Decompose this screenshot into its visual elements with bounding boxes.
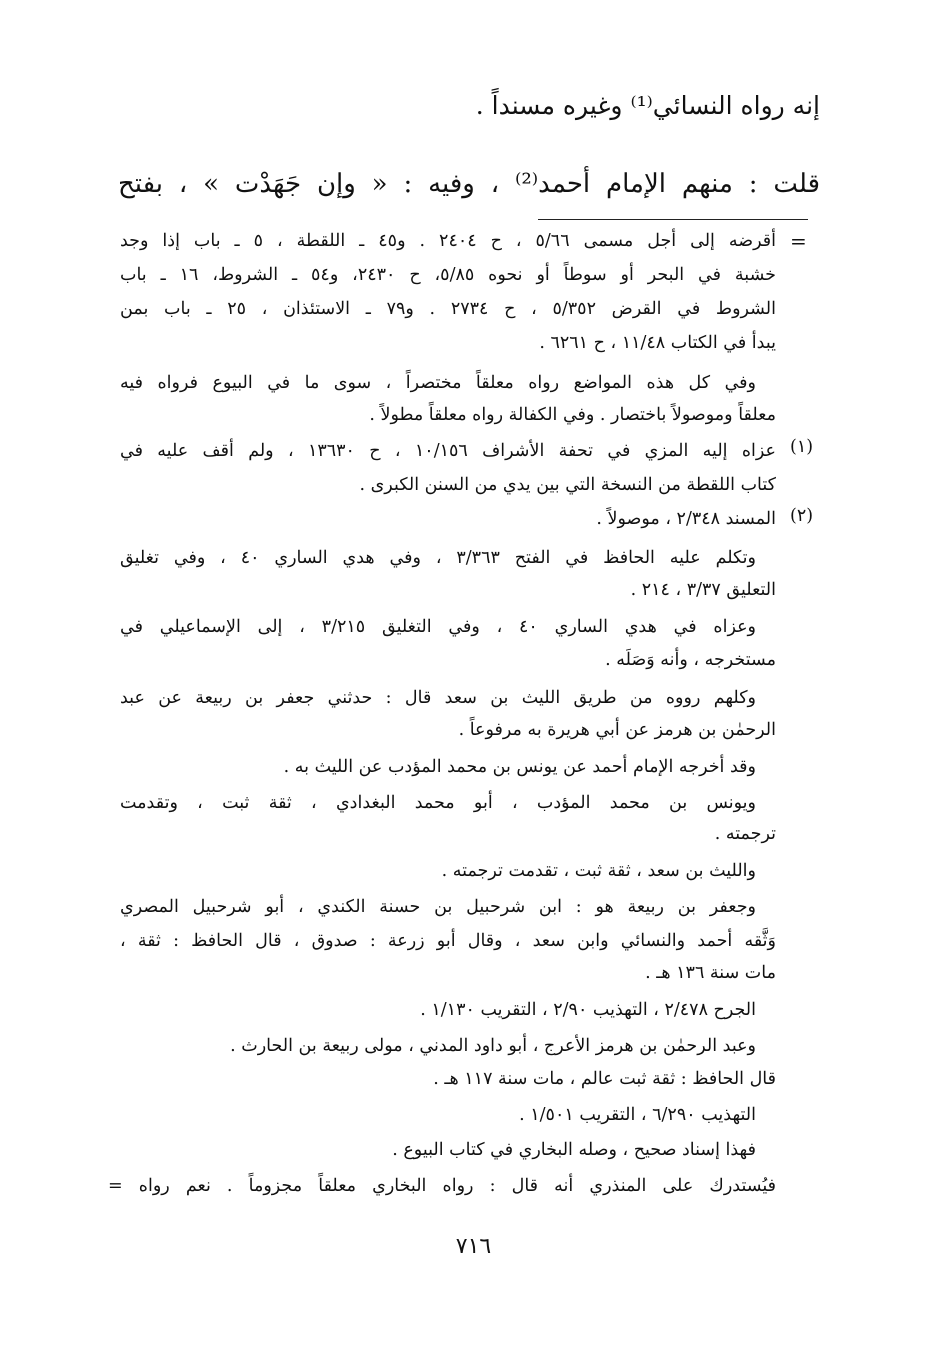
footnote-cont-line: أقرضه إلى أجل مسمى ٥/٦٦ ، ح ٢٤٠٤ . و٤٥ ـ اللقطة ، ٥ ـ باب إذا وجد <box>120 231 776 251</box>
footnote-2-line: وعبد الرحمٰن بن هرمز الأعرج ، أبو داود المدني ، مولى ربيعة بن الحارث . <box>230 1036 756 1056</box>
footnote-2-line: فهذا إسناد صحيح ، وصله البخاري في كتاب البيوع . <box>392 1140 756 1160</box>
continuation-mark: = <box>790 229 807 253</box>
footnote-cont-line: وفي كل هذه المواضع رواه معلقاً مختصراً ، سوى ما في البيوع فرواه فيه <box>120 373 756 393</box>
footnote-2-line: الجرح ٢/٤٧٨ ، التهذيب ٢/٩٠ ، التقريب ١/١٣٠ . <box>420 1000 756 1020</box>
footnote-1-line: كتاب اللقطة من النسخة التي بين يدي من السنن الكبرى . <box>359 475 776 495</box>
footnote-2-line: وَثَّقه أحمد والنسائي وابن سعد ، وقال أبو زرعة : صدوق ، قال الحافظ : ثقة ، <box>120 931 776 951</box>
footnote-2-line: الرحمٰن بن هرمز عن أبي هريرة به مرفوعاً . <box>458 720 776 740</box>
footnote-2-line: مستخرجه ، وأنه وَصَلَه . <box>605 650 776 670</box>
footnote-2-line: ويونس بن محمد المؤدب ، أبو محمد البغدادي ، ثقة ثبت ، وتقدمت <box>120 793 756 813</box>
footnote-1-number: (١) <box>790 437 814 457</box>
footnote-cont-line: الشروط في القرض ٥/٣٥٢ ، ح ٢٧٣٤ . و٧٩ ـ الاستئذان ، ٢٥ ـ باب بمن <box>120 299 776 319</box>
footnote-2-line: المسند ٢/٣٤٨ ، موصولاً . <box>596 509 776 529</box>
footnote-2-line: ترجمته . <box>714 824 776 844</box>
footnote-2-line: وعزاه في هدي الساري ٤٠ ، وفي التغليق ٣/٢١٥ ، إلى الإسماعيلي في <box>120 617 756 637</box>
footnote-2-line: وتكلم عليه الحافظ في الفتح ٣/٣٦٣ ، وفي هدي الساري ٤٠ ، وفي تغليق <box>120 548 756 568</box>
footnote-2-line: وجعفر بن ربيعة هو : ابن شرحبيل بن حسنة الكندي ، أبو شرحبيل المصري <box>120 897 756 917</box>
footnote-2-line: وقد أخرجه الإمام أحمد عن يونس بن محمد المؤدب عن الليث به . <box>283 757 756 777</box>
main-text-line-1: إنه رواه النسائي⁽¹⁾ وغيره مسنداً . <box>475 91 820 120</box>
footnote-cont-line: معلقاً وموصولاً باختصار . وفي الكفالة رواه معلقاً مطولاً . <box>369 405 776 425</box>
footnote-2-number: (٢) <box>790 506 814 526</box>
footnote-2-line: مات سنة ١٣٦ هـ . <box>645 963 776 983</box>
footnote-cont-line: خشبة في البحر أو سوطاً أو نحوه ٥/٨٥، ح ٢٤٣٠، و٥٤ ـ الشروط، ١٦ ـ باب <box>120 265 776 285</box>
footnote-2-line: والليث بن سعد ، ثقة ثبت ، تقدمت ترجمته . <box>441 861 756 881</box>
footnote-2-line: فيُستدرك على المنذري أنه قال : رواه البخاري معلقاً مجزوماً . نعم رواه = <box>108 1176 776 1196</box>
page-number: ٧١٦ <box>455 1234 492 1259</box>
footnote-2-line: وكلهم رووه من طريق الليث بن سعد قال : حدثني جعفر بن ربيعة عن عبد <box>120 688 756 708</box>
footnote-2-line: قال الحافظ : ثقة ثبت عالم ، مات سنة ١١٧ هـ . <box>433 1069 776 1089</box>
footnote-1-line: عزاه إليه المزي في تحفة الأشراف ١٠/١٥٦ ، ح ١٣٦٣٠ ، ولم أقف عليه في <box>120 441 776 461</box>
footnote-cont-line: يبدأ في الكتاب ١١/٤٨ ، ح ٦٢٦١ . <box>539 333 776 353</box>
main-text-line-2: قلت : منهم الإمام أحمد⁽²⁾ ، وفيه : « وإن جَهَدْت » ، بفتح <box>118 169 820 199</box>
footnote-separator <box>538 219 808 220</box>
footnote-2-line: التعليق ٣/٣٧ ، ٢١٤ . <box>630 580 776 600</box>
footnote-2-line: التهذيب ٦/٢٩٠ ، التقريب ١/٥٠١ . <box>519 1105 756 1125</box>
